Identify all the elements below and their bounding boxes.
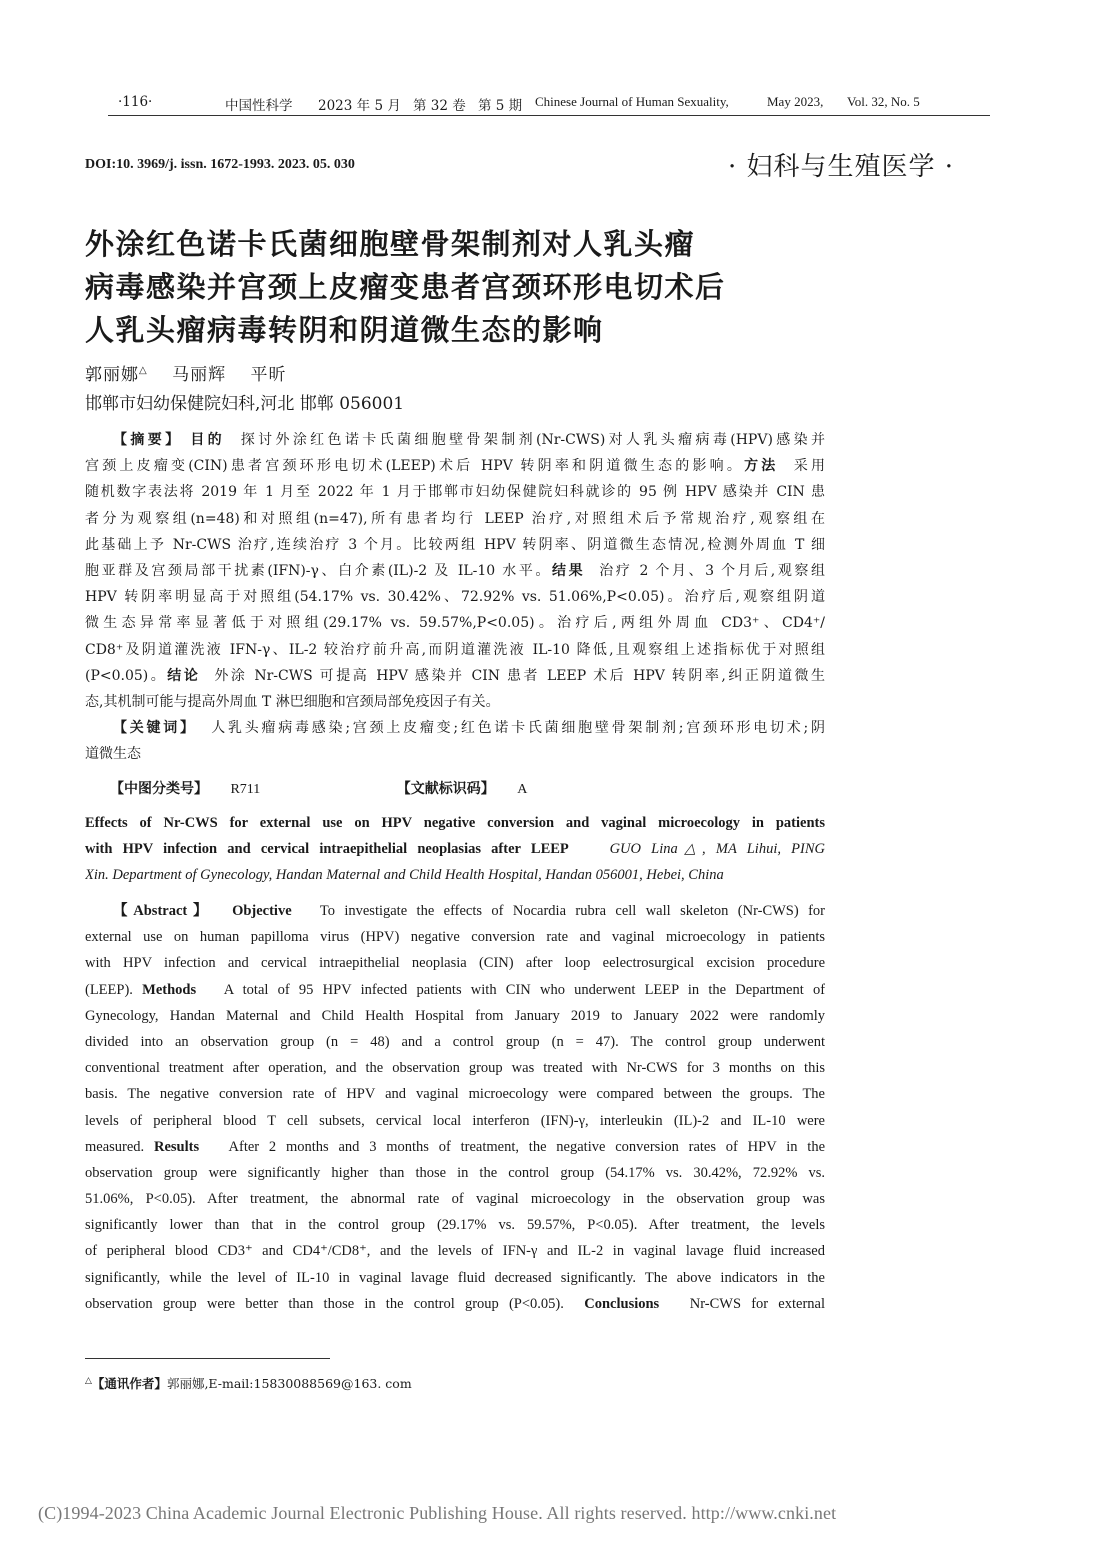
abstract-en-line: observation group were significantly higher than those in the control group (54.17% vs. 30.42%, 72.92% vs. <box>85 1164 825 1181</box>
abstract-cn-label: 【摘要】 <box>113 432 183 448</box>
footnote-label: 【通讯作者】 <box>91 1376 167 1391</box>
heading-results-en: Results <box>154 1138 200 1155</box>
abstract-en-line: significantly lower than that in the control group (29.17% vs. 59.57%, P<0.05). After treatment, the levels <box>85 1217 825 1234</box>
abstract-en-line: external use on human papilloma virus (HPV) negative conversion rate and vaginal microecology in patients <box>85 929 825 946</box>
abstract-en-line: measured. Results After 2 months and 3 months of treatment, the negative conversion rates of HPV in the <box>85 1138 825 1155</box>
journal-name-en: Chinese Journal of Human Sexuality, <box>535 94 729 109</box>
volume-en: Vol. 32, No. 5 <box>847 94 920 109</box>
abstract-cn-line: CD8⁺及阴道灌洗液 IFN-γ、IL-2 较治疗前升高,而阴道灌洗液 IL-10 降低,且观察组上述指标优于对照组 <box>85 641 825 658</box>
issue-cn: 第 5 期 <box>478 98 523 114</box>
doc-code-label: 【文献标识码】 <box>396 781 495 797</box>
affiliation: 邯郸市妇幼保健院妇科,河北 邯郸 056001 <box>85 394 405 414</box>
abstract-en-line: 51.06%, P<0.05). After treatment, the abnormal rate of vaginal microecology in the observation group was <box>85 1191 825 1208</box>
classification <box>110 778 527 798</box>
author-3: 平昕 <box>250 365 287 385</box>
english-title <box>85 810 825 889</box>
abstract-cn <box>85 427 825 767</box>
running-header <box>85 92 990 116</box>
section-label: · 妇科与生殖医学 · <box>728 152 955 182</box>
abstract-cn-line: 随机数字表法将 2019 年 1 月至 2022 年 1 月于邯郸市妇幼保健院妇科就诊的 95 例 HPV 感染并 CIN 患 <box>85 484 825 501</box>
abstract-cn-line: 者分为观察组(n=48)和对照组(n=47),所有患者均行 LEEP 治疗,对照组术后予常规治疗,观察组在 <box>85 510 825 527</box>
abstract-en-line: (LEEP). Methods A total of 95 HPV infected patients with CIN who underwent LEEP in the Department of <box>85 981 825 998</box>
abstract-cn-line: 【摘要】 目的 探讨外涂红色诺卡氏菌细胞壁骨架制剂(Nr-CWS)对人乳头瘤病毒(HPV)感染并 <box>113 432 825 448</box>
issue-date-cn: 2023 年 5 月 <box>318 98 401 114</box>
heading-methods: 方法 <box>744 458 779 475</box>
footnote-text: 郭丽娜,E-mail:15830088569@163. com <box>166 1376 412 1391</box>
authors <box>85 360 287 385</box>
abstract-en-line: observation group were better than those in the control group (P<0.05). Conclusions Nr-CWS for external <box>85 1295 825 1312</box>
footnote-rule <box>85 1358 330 1359</box>
title-line-3: 人乳头瘤病毒转阴和阴道微生态的影响 <box>85 313 604 347</box>
heading-results: 结果 <box>552 562 586 579</box>
heading-methods-en: Methods <box>142 981 197 998</box>
author-1: 郭丽娜 <box>85 365 139 385</box>
doc-code-value: A <box>517 782 528 797</box>
english-title-line: Effects of Nr-CWS for external use on HPV negative conversion and vaginal microecology in patients <box>85 815 825 831</box>
heading-conclusions-en: Conclusions <box>584 1295 660 1312</box>
clc-value: R711 <box>230 782 261 797</box>
keywords-cn: 【关键词】 人乳头瘤病毒感染;宫颈上皮瘤变;红色诺卡氏菌细胞壁骨架制剂;宫颈环形电切术;阴 <box>113 720 825 737</box>
abstract-cn-line: 宫颈上皮瘤变(CIN)患者宫颈环形电切术(LEEP)术后 HPV 转阴率和阴道微生态的影响。方法 采用 <box>85 458 825 475</box>
abstract-cn-line: 此基础上予 Nr-CWS 治疗,连续治疗 3 个月。比较两组 HPV 转阴率、阴道微生态情况,检测外周血 T 细 <box>85 536 825 553</box>
author-2: 马丽辉 <box>172 365 227 385</box>
keywords-cn-line-2: 道微生态 <box>85 746 141 763</box>
title-line-1: 外涂红色诺卡氏菌细胞壁骨架制剂对人乳头瘤 <box>85 227 696 261</box>
doi: DOI:10. 3969/j. issn. 1672-1993. 2023. 05. 030 <box>85 157 355 172</box>
title-line-2: 病毒感染并宫颈上皮瘤变患者宫颈环形电切术后 <box>85 270 726 304</box>
english-authors: GUO Lina△, MA Lihui, PING <box>609 841 825 858</box>
english-title-line: with HPV infection and cervical intraepithelial neoplasias after LEEP GUO Lina△, MA Lihui, PING <box>85 841 825 858</box>
corresponding-mark: △ <box>139 365 148 376</box>
abstract-en-line: with HPV infection and cervical intraepithelial neoplasia (CIN) after loop eelectrosurgical excision procedure <box>85 955 825 972</box>
heading-conclusion: 结论 <box>167 667 201 684</box>
issue-date-en: May 2023, <box>767 94 824 109</box>
abstract-en-line: significantly, while the level of IL-10 in vaginal lavage fluid decreased significantly. The above indicators in the <box>85 1269 825 1286</box>
abstract-cn-line: 微生态异常率显著低于对照组(29.17% vs. 59.57%,P<0.05)。治疗后,两组外周血 CD3⁺、CD4⁺/ <box>85 615 825 632</box>
abstract-en-line: levels of peripheral blood T cell subsets, cervical local interferon (IFN)-γ, interleukin (IL)-2 and IL-10 were <box>85 1112 825 1129</box>
header-rule <box>108 115 990 116</box>
abstract-en-line: 【Abstract】 Objective To investigate the effects of Nocardia rubra cell wall skeleton (Nr-CWS) for <box>113 903 825 919</box>
footnote-mark: △ <box>85 1375 92 1386</box>
footnote <box>85 1374 412 1392</box>
clc-label: 【中图分类号】 <box>110 781 208 797</box>
abstract-cn-line: 胞亚群及宫颈局部干扰素(IFN)-γ、白介素(IL)-2 及 IL-10 水平。结果 治疗 2 个月、3 个月后,观察组 <box>85 562 825 579</box>
page-number: ·116· <box>118 94 153 110</box>
heading-objective-en: Objective <box>232 903 292 919</box>
abstract-en-line: basis. The negative conversion rate of HPV and vaginal microecology were compared between the groups. The <box>85 1086 825 1103</box>
abstract-cn-line: (P<0.05)。结论 外涂 Nr-CWS 可提高 HPV 感染并 CIN 患者 LEEP 术后 HPV 转阴率,纠正阴道微生 <box>85 667 825 684</box>
abstract-en <box>85 898 825 1317</box>
abstract-en-label: 【Abstract】 <box>113 903 214 919</box>
journal-name-cn: 中国性科学 <box>225 98 293 114</box>
abstract-en-line: of peripheral blood CD3⁺ and CD4⁺/CD8⁺, and the levels of IFN-γ and IL-2 in vaginal lavage fluid increased <box>85 1243 825 1260</box>
keywords-label: 【关键词】 <box>113 720 197 737</box>
abstract-en-line: conventional treatment after operation, and the observation group was treated with Nr-CWS for 3 months on this <box>85 1060 825 1077</box>
heading-objective: 目的 <box>190 432 226 448</box>
english-affiliation: Xin. Department of Gynecology, Handan Maternal and Child Health Hospital, Handan 056001, Hebei, China <box>85 867 724 884</box>
abstract-cn-line: 态,其机制可能与提高外周血 T 淋巴细胞和宫颈局部免疫因子有关。 <box>85 693 500 710</box>
volume-cn: 第 32 卷 <box>413 98 466 114</box>
abstract-en-line: divided into an observation group (n = 48) and a control group (n = 47). The control group underwent <box>85 1033 825 1050</box>
abstract-en-line: Gynecology, Handan Maternal and Child Health Hospital from January 2019 to January 2022 were randomly <box>85 1007 825 1024</box>
copyright-notice: (C)1994-2023 China Academic Journal Electronic Publishing House. All rights reserved. http://www.cnki.net <box>38 1503 837 1523</box>
abstract-cn-line: HPV 转阴率明显高于对照组(54.17% vs. 30.42%、72.92% vs. 51.06%,P<0.05)。治疗后,观察组阴道 <box>85 589 825 606</box>
